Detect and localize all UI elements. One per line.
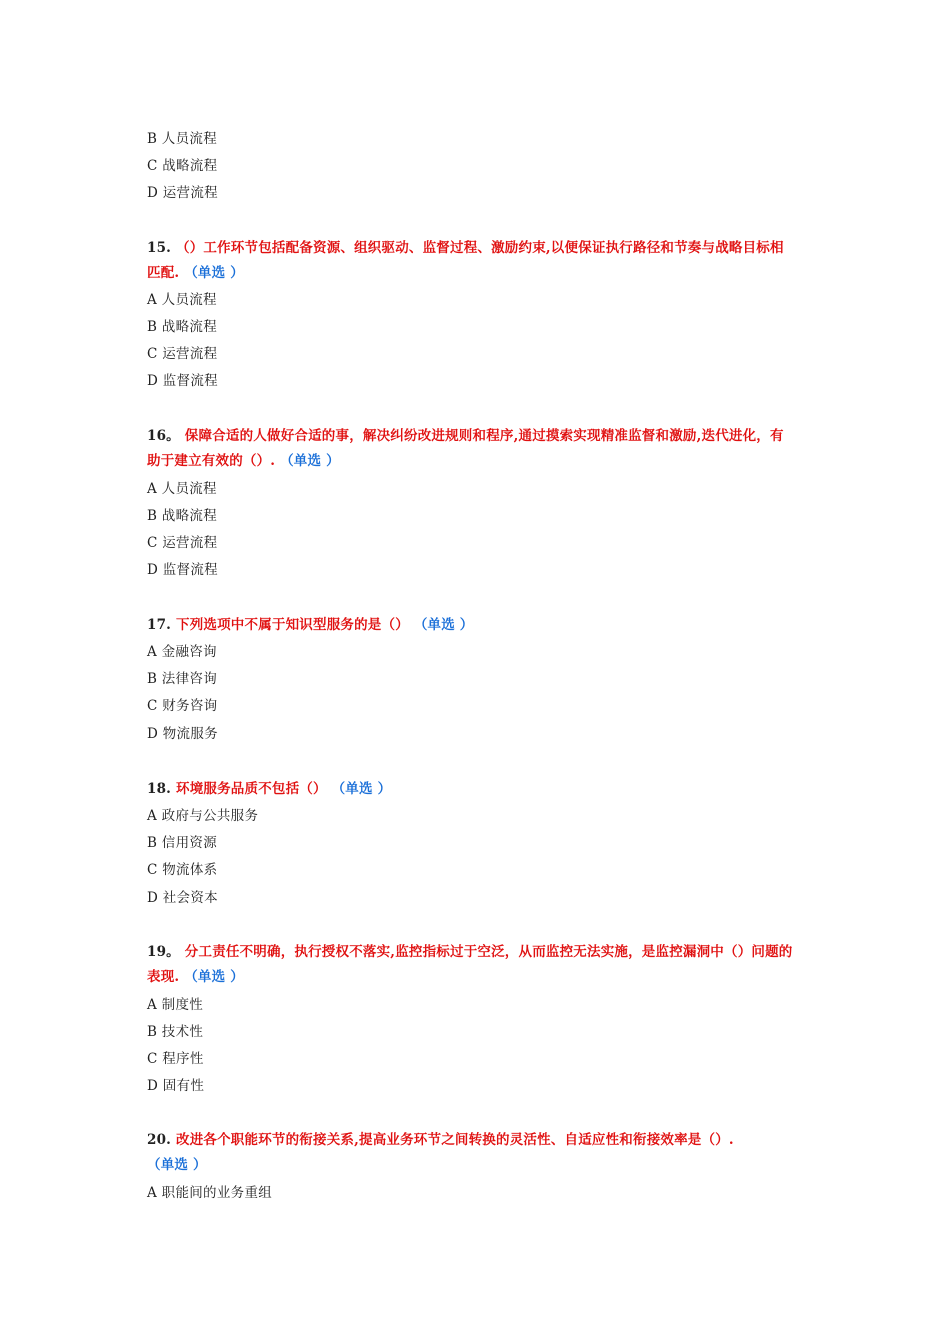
- question-body: 下列选项中不属于知识型服务的是（）: [176, 617, 409, 633]
- question-body: 改进各个职能环节的衔接关系,提高业务环节之间转换的灵活性、自适应性和衔接效率是（）.: [176, 1132, 734, 1148]
- answer-option: B 战略流程: [147, 508, 218, 524]
- question-type-tag: （单选 ）: [147, 1156, 207, 1173]
- question-number: 15.: [147, 240, 172, 256]
- answer-option: A 政府与公共服务: [147, 808, 259, 824]
- answer-option: D 监督流程: [147, 562, 218, 578]
- answer-option: C 运营流程: [147, 535, 218, 551]
- question-text: [147, 613, 797, 638]
- question-body: （）工作环节包括配备资源、组织驱动、监督过程、激励约束,以便保证执行路径和节奏与战略目标相匹配.: [147, 240, 784, 281]
- question-type-tag: （单选 ）: [280, 452, 340, 469]
- question-text: [147, 1128, 797, 1177]
- answer-option: C 物流体系: [147, 862, 218, 878]
- answer-option: A 金融咨询: [147, 644, 217, 660]
- question-body: 环境服务品质不包括（）: [176, 781, 327, 797]
- answer-option: B 技术性: [147, 1024, 204, 1040]
- answer-option: C 财务咨询: [147, 698, 218, 714]
- answer-option: C 运营流程: [147, 346, 218, 362]
- question-number: 20.: [147, 1132, 172, 1148]
- question-body: 分工责任不明确，执行授权不落实,监控指标过于空泛，从而监控无法实施，是监控漏洞中（）问题的表现.: [147, 944, 793, 985]
- question-type-tag: （单选 ）: [184, 264, 244, 281]
- question-number: 16。: [147, 428, 180, 444]
- answer-option: A 人员流程: [147, 292, 217, 308]
- answer-option: B 信用资源: [147, 835, 218, 851]
- question-type-tag: （单选 ）: [184, 968, 244, 985]
- answer-option: B 法律咨询: [147, 671, 218, 687]
- answer-option: B 战略流程: [147, 319, 218, 335]
- question-text: [147, 236, 797, 285]
- question-number: 19。: [147, 944, 180, 960]
- answer-option: A 职能间的业务重组: [147, 1185, 273, 1201]
- question-text: [147, 424, 797, 473]
- question-number: 17.: [147, 617, 172, 633]
- answer-option: B 人员流程: [147, 131, 218, 147]
- answer-option: C 战略流程: [147, 158, 218, 174]
- answer-option: D 运营流程: [147, 185, 218, 201]
- question-type-tag: （单选 ）: [413, 617, 474, 633]
- question-text: [147, 777, 797, 802]
- answer-option: A 制度性: [147, 997, 204, 1013]
- question-type-tag: （单选 ）: [331, 781, 392, 797]
- answer-option: A 人员流程: [147, 481, 217, 497]
- question-text: [147, 940, 797, 989]
- answer-option: D 监督流程: [147, 373, 218, 389]
- question-body: 保障合适的人做好合适的事，解决纠纷改进规则和程序,通过摸索实现精准监督和激励,迭代进化，有助于建立有效的（）.: [147, 428, 784, 469]
- answer-option: D 固有性: [147, 1078, 205, 1094]
- answer-option: D 物流服务: [147, 726, 218, 742]
- answer-option: D 社会资本: [147, 890, 218, 906]
- question-number: 18.: [147, 781, 172, 797]
- answer-option: C 程序性: [147, 1051, 204, 1067]
